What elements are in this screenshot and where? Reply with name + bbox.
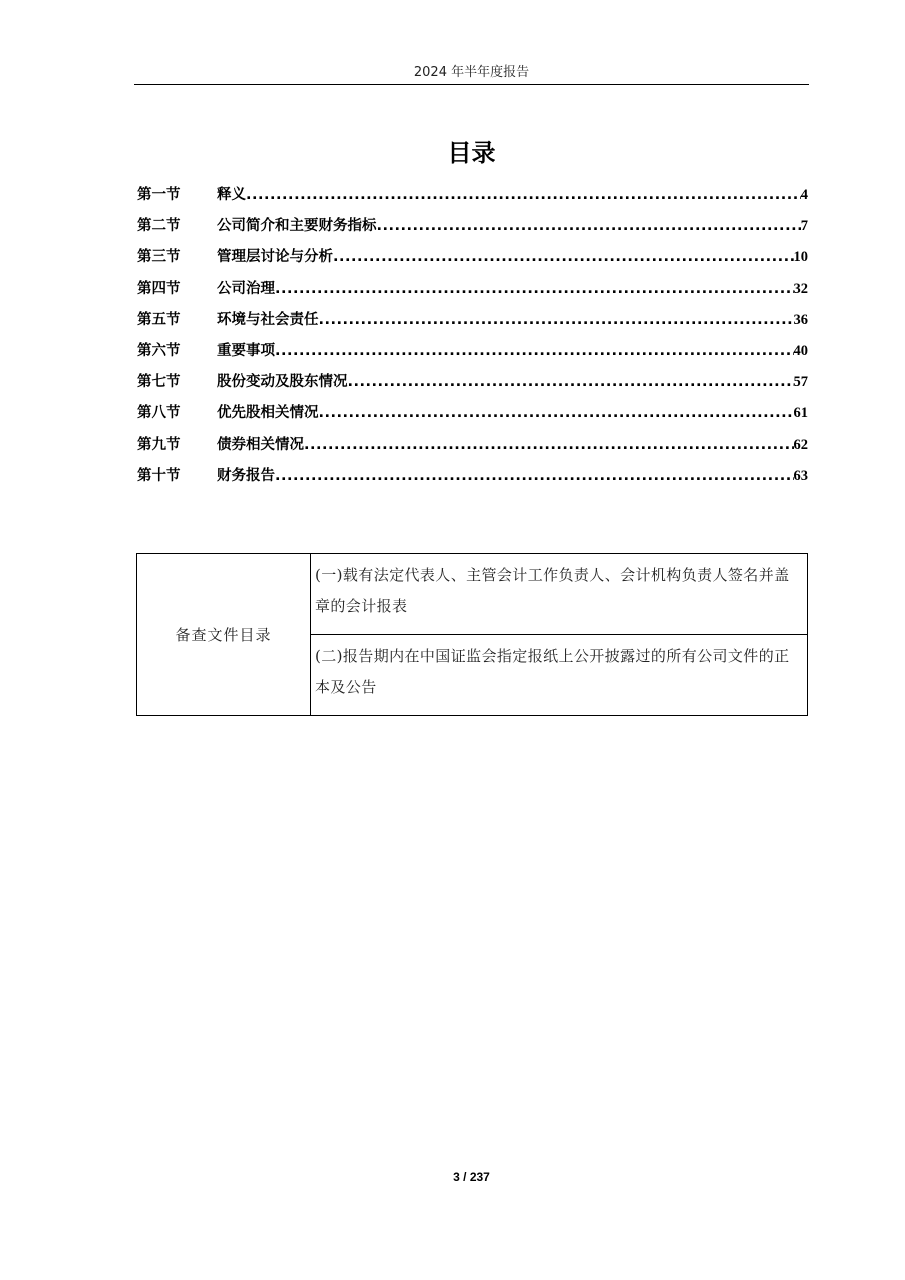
toc-entry[interactable]	[137, 181, 808, 212]
toc-dot-leader	[319, 399, 794, 427]
toc-section-name: 财务报告	[217, 467, 275, 484]
toc-page-number: 7	[800, 218, 808, 235]
toc-entry[interactable]	[137, 368, 808, 399]
reference-document-item: (一)载有法定代表人、主管会计工作负责人、会计机构负责人签名并盖章的会计报表	[311, 554, 808, 635]
toc-entry[interactable]	[137, 431, 808, 462]
toc-dot-leader	[348, 368, 794, 396]
toc-dot-leader	[377, 212, 801, 240]
toc-section-name: 优先股相关情况	[217, 405, 319, 422]
toc-page-number: 32	[793, 280, 808, 297]
toc-entry[interactable]	[137, 275, 808, 306]
toc-page-number: 57	[793, 374, 808, 391]
toc-section-name: 释义	[217, 187, 246, 203]
toc-section-name: 公司治理	[217, 280, 275, 297]
toc-entry[interactable]	[137, 337, 808, 368]
toc-entry[interactable]	[137, 462, 808, 493]
toc-section-name: 重要事项	[217, 342, 275, 359]
toc-dot-leader	[275, 275, 794, 303]
toc-page-number: 62	[793, 436, 808, 453]
toc-page-number: 4	[800, 187, 808, 203]
toc-page-number: 63	[793, 467, 808, 484]
toc-entry[interactable]	[137, 243, 808, 274]
toc-page-number: 36	[793, 311, 808, 328]
toc-section-number: 第八节	[137, 405, 181, 422]
reference-documents-table	[136, 553, 808, 716]
toc-dot-leader	[333, 243, 794, 271]
toc-section-name: 债券相关情况	[217, 436, 304, 453]
toc-dot-leader	[319, 306, 794, 334]
page-number-footer: 3 / 237	[453, 1170, 490, 1184]
header-rule	[134, 84, 809, 85]
toc-entry[interactable]	[137, 306, 808, 337]
toc-dot-leader	[246, 181, 801, 209]
toc-section-number: 第七节	[137, 374, 181, 391]
reference-documents-label: 备查文件目录	[137, 554, 311, 716]
running-header: 2024 年半年度报告	[413, 65, 530, 80]
toc-section-number: 第一节	[137, 187, 181, 203]
toc-section-name: 股份变动及股东情况	[217, 374, 348, 391]
toc-dot-leader	[275, 337, 794, 365]
toc-section-name: 公司简介和主要财务指标	[217, 218, 377, 235]
toc-section-number: 第九节	[137, 436, 181, 453]
toc-section-name: 管理层讨论与分析	[217, 249, 333, 266]
toc-section-number: 第五节	[137, 311, 181, 328]
toc-section-number: 第二节	[137, 218, 181, 235]
toc-section-number: 第三节	[137, 249, 181, 266]
toc-section-number: 第十节	[137, 467, 181, 484]
table-of-contents	[137, 181, 808, 493]
toc-dot-leader	[275, 462, 794, 490]
toc-page-number: 61	[793, 405, 808, 422]
toc-section-name: 环境与社会责任	[217, 311, 319, 328]
toc-dot-leader	[304, 431, 794, 459]
table-row	[137, 554, 808, 635]
toc-entry[interactable]	[137, 212, 808, 243]
toc-page-number: 40	[793, 342, 808, 359]
toc-section-number: 第四节	[137, 280, 181, 297]
toc-title: 目录	[447, 139, 496, 167]
toc-section-number: 第六节	[137, 342, 181, 359]
reference-document-item: (二)报告期内在中国证监会指定报纸上公开披露过的所有公司文件的正本及公告	[311, 635, 808, 716]
toc-entry[interactable]	[137, 399, 808, 430]
toc-page-number: 10	[793, 249, 808, 266]
